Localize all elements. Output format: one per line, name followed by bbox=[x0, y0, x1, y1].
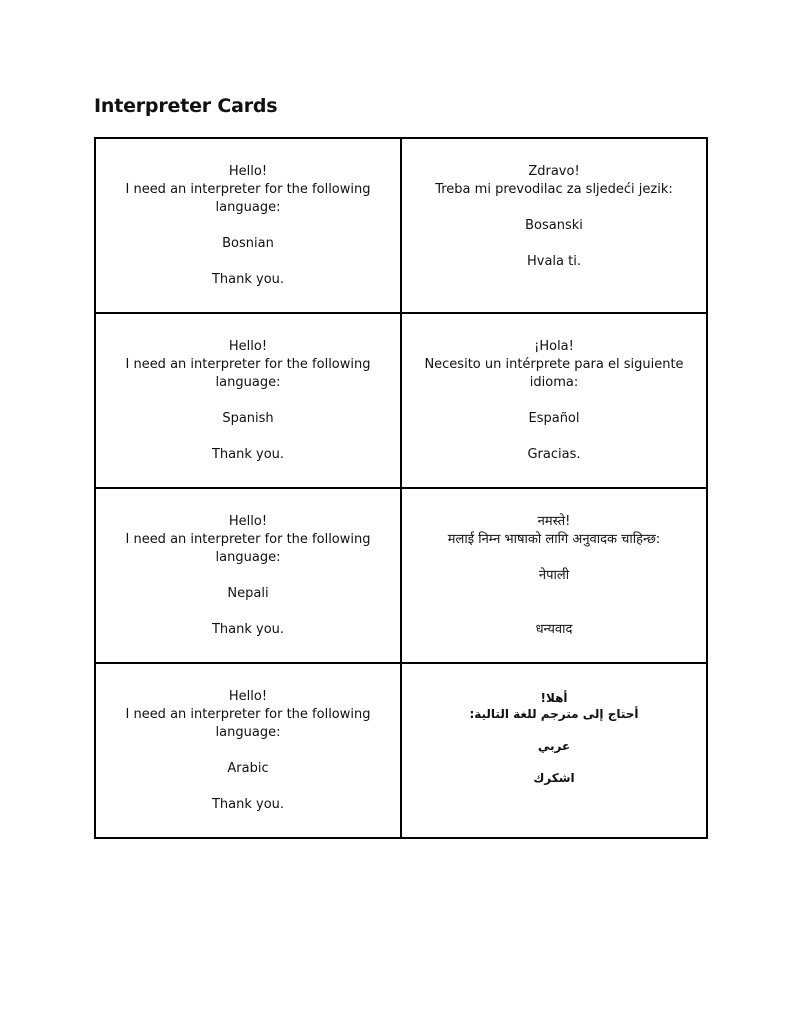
card-thanks: Hvala ti. bbox=[527, 254, 581, 269]
card-request-text-continued: language: bbox=[215, 725, 281, 740]
card-language-name: Nepali bbox=[227, 586, 269, 601]
card-request-text-continued: language: bbox=[215, 200, 281, 215]
card-translation-arabic bbox=[401, 663, 707, 838]
card-language-name: नेपाली bbox=[538, 568, 570, 583]
card-english-spanish bbox=[95, 313, 401, 488]
card-greeting: नमस्ते! bbox=[537, 514, 571, 529]
card-translation-spanish bbox=[401, 313, 707, 488]
card-request-text-continued: language: bbox=[215, 550, 281, 565]
card-english-bosnian bbox=[95, 138, 401, 313]
card-greeting: Zdravo! bbox=[528, 164, 580, 179]
card-request-text: मलाई निम्न भाषाको लागि अनुवादक चाहिन्छ: bbox=[447, 532, 661, 547]
card-greeting: Hello! bbox=[228, 514, 268, 529]
card-language-name: عربي bbox=[537, 739, 571, 753]
card-greeting: أهلا! bbox=[540, 691, 568, 705]
card-language-name: Bosanski bbox=[525, 218, 583, 233]
card-thanks: धन्यवाद bbox=[535, 622, 573, 637]
card-row-arabic bbox=[95, 663, 707, 838]
page-title: Interpreter Cards bbox=[94, 95, 278, 117]
card-thanks: اشكرك bbox=[533, 771, 575, 785]
card-row-spanish bbox=[95, 313, 707, 488]
card-request-text: Necesito un intérprete para el siguiente bbox=[424, 357, 684, 372]
card-request-text: Treba mi prevodilac za sljedeći jezik: bbox=[435, 182, 673, 197]
card-thanks: Thank you. bbox=[211, 272, 285, 287]
card-row-nepali bbox=[95, 488, 707, 663]
card-request-text: I need an interpreter for the following bbox=[125, 532, 371, 547]
card-greeting: Hello! bbox=[228, 339, 268, 354]
card-translation-bosnian bbox=[401, 138, 707, 313]
card-english-arabic bbox=[95, 663, 401, 838]
card-request-text: I need an interpreter for the following bbox=[125, 357, 371, 372]
card-greeting: Hello! bbox=[228, 164, 268, 179]
card-english-nepali bbox=[95, 488, 401, 663]
card-greeting: Hello! bbox=[228, 689, 268, 704]
card-language-name: Bosnian bbox=[222, 236, 274, 251]
card-thanks: Thank you. bbox=[211, 622, 285, 637]
card-greeting: ¡Hola! bbox=[534, 339, 574, 354]
interpreter-card-grid bbox=[94, 137, 708, 839]
card-thanks: Thank you. bbox=[211, 797, 285, 812]
card-thanks: Gracias. bbox=[527, 447, 581, 462]
card-request-text: I need an interpreter for the following bbox=[125, 707, 371, 722]
card-language-name: Arabic bbox=[227, 761, 269, 776]
card-request-text-continued: idioma: bbox=[529, 375, 579, 390]
card-request-text: I need an interpreter for the following bbox=[125, 182, 371, 197]
card-translation-nepali bbox=[401, 488, 707, 663]
card-thanks: Thank you. bbox=[211, 447, 285, 462]
card-language-name: Español bbox=[528, 411, 580, 426]
card-row-bosnian bbox=[95, 138, 707, 313]
card-request-text-continued: language: bbox=[215, 375, 281, 390]
card-language-name: Spanish bbox=[222, 411, 274, 426]
card-request-text: أحتاج إلى مترجم للغة التالية: bbox=[469, 707, 639, 721]
